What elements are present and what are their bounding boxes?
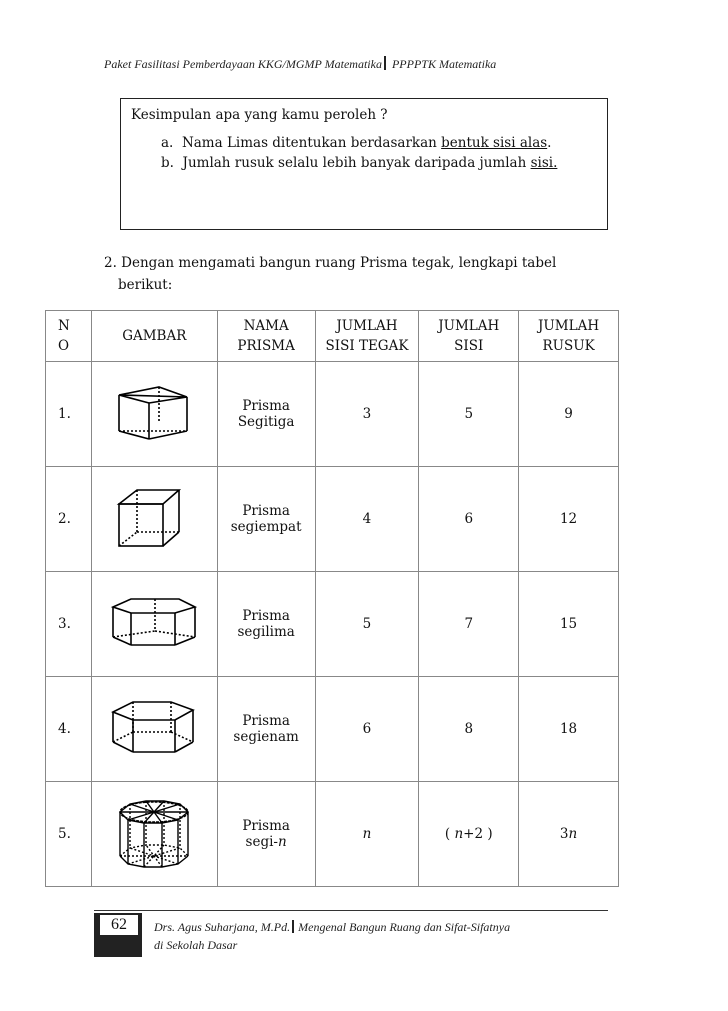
sisi-value: ( n+2 ) xyxy=(419,782,519,887)
rusuk-value: 18 xyxy=(519,677,619,782)
footer-divider-bar xyxy=(292,920,294,933)
prism-name: Prisma segiempat xyxy=(217,467,315,572)
rusuk-value: 15 xyxy=(519,572,619,677)
sisi-value: 8 xyxy=(419,677,519,782)
footer-divider xyxy=(94,910,608,911)
table-row xyxy=(46,362,619,467)
prism-name: Prisma segilima xyxy=(217,572,315,677)
header-sisi: JUMLAH SISI xyxy=(419,311,519,362)
table-row xyxy=(46,782,619,887)
header-sisi-tegak: JUMLAH SISI TEGAK xyxy=(315,311,419,362)
instruction-line-1: 2. Dengan mengamati bangun ruang Prisma tegak, lengkapi tabel xyxy=(104,255,557,271)
header-divider xyxy=(384,56,386,70)
prism-name: Prisma segienam xyxy=(217,677,315,782)
conclusion-question: Kesimpulan apa yang kamu peroleh ? xyxy=(131,107,388,123)
header-gambar: GAMBAR xyxy=(91,311,217,362)
page-number: 62 xyxy=(100,915,138,935)
table-header-row xyxy=(46,311,619,362)
header-rusuk: JUMLAH RUSUK xyxy=(519,311,619,362)
item-marker: a. xyxy=(161,135,174,151)
item-underlined: bentuk sisi alas xyxy=(441,135,548,151)
instruction xyxy=(104,252,556,296)
rusuk-value: 12 xyxy=(519,467,619,572)
table-row xyxy=(46,572,619,677)
sisi-value: 6 xyxy=(419,467,519,572)
prism-table xyxy=(45,310,619,887)
header-nama: NAMA PRISMA xyxy=(217,311,315,362)
sisi-tegak-value: 4 xyxy=(315,467,419,572)
conclusion-item-b xyxy=(161,155,597,171)
n-gonal-prism-icon xyxy=(114,794,194,874)
header-no: N O xyxy=(46,311,92,362)
item-text: Jumlah rusuk selalu lebih banyak daripada jumlah xyxy=(182,155,531,171)
triangular-prism-icon xyxy=(113,383,195,445)
table-row xyxy=(46,677,619,782)
header-right: PPPPTK Matematika xyxy=(391,57,497,71)
rusuk-value: 9 xyxy=(519,362,619,467)
row-no: 1. xyxy=(46,362,92,467)
table-row xyxy=(46,467,619,572)
item-text: Nama Limas ditentukan berdasarkan xyxy=(181,135,442,151)
prism-name: Prisma segi-n xyxy=(217,782,315,887)
cube-prism-icon xyxy=(113,486,195,552)
hexagonal-prism-icon xyxy=(109,698,199,760)
conclusion-box xyxy=(120,98,608,230)
header-left: Paket Fasilitasi Pemberdayaan KKG/MGMP Matematika xyxy=(104,57,382,71)
sisi-tegak-value: n xyxy=(315,782,419,887)
sisi-tegak-value: 6 xyxy=(315,677,419,782)
footer-text xyxy=(154,918,510,954)
page-header xyxy=(104,56,496,72)
row-no: 4. xyxy=(46,677,92,782)
sisi-tegak-value: 3 xyxy=(315,362,419,467)
footer-title-line-2: di Sekolah Dasar xyxy=(154,938,238,952)
sisi-value: 5 xyxy=(419,362,519,467)
item-marker: b. xyxy=(161,155,174,171)
row-no: 2. xyxy=(46,467,92,572)
row-no: 3. xyxy=(46,572,92,677)
prism-name: Prisma Segitiga xyxy=(217,362,315,467)
conclusion-item-a xyxy=(161,135,597,151)
rusuk-value: 3n xyxy=(519,782,619,887)
row-no: 5. xyxy=(46,782,92,887)
item-underlined: sisi. xyxy=(530,155,558,171)
sisi-tegak-value: 5 xyxy=(315,572,419,677)
footer-title: Mengenal Bangun Ruang dan Sifat-Sifatnya xyxy=(298,920,511,934)
footer-author: Drs. Agus Suharjana, M.Pd. xyxy=(154,920,291,934)
item-tail: . xyxy=(547,135,552,151)
instruction-line-2: berikut: xyxy=(118,277,173,293)
pentagonal-prism-icon xyxy=(109,595,199,653)
sisi-value: 7 xyxy=(419,572,519,677)
